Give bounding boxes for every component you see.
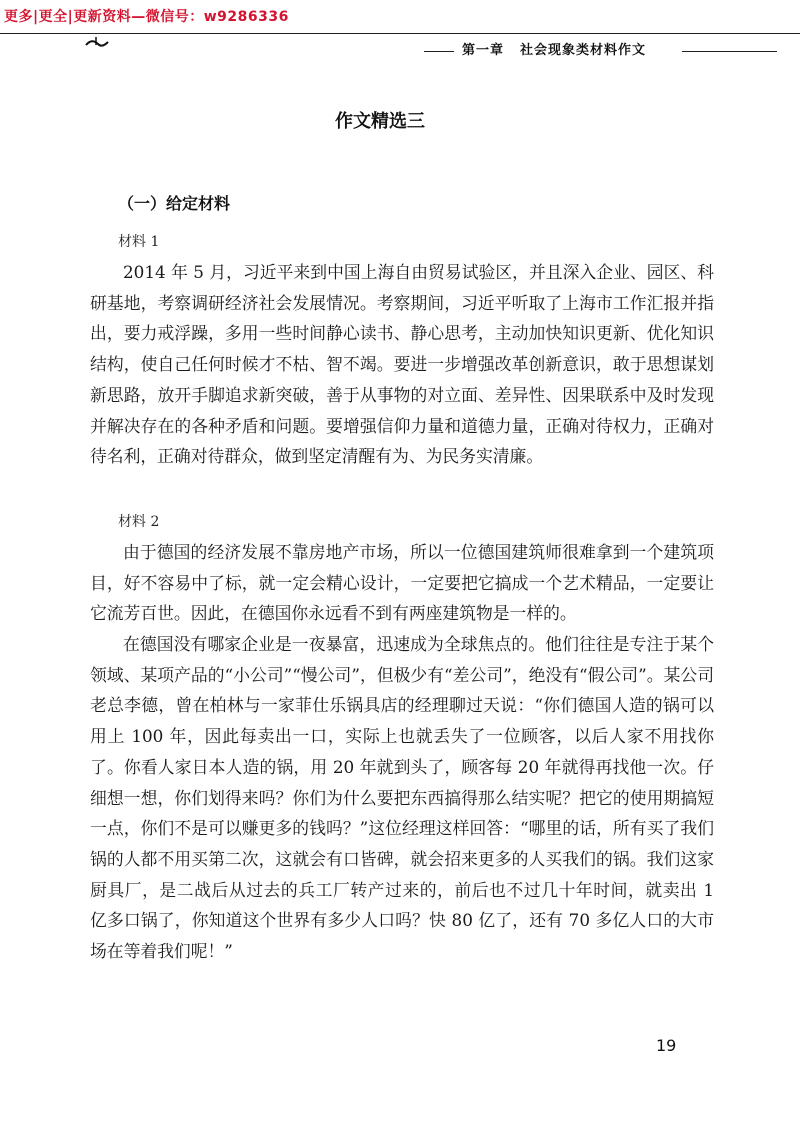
material-2-paragraph-2: 在德国没有哪家企业是一夜暴富，迅速成为全球焦点的。他们往往是专注于某个领域、某项产品的“小公司”“慢公司”，但极少有“差公司”，绝没有“假公司”。某公司老总李德，曾在柏林与一家菲仕乐锅具店的经理聊过天说：“你们德国人造的锅可以用上 100 年，因此每卖出一口，实际上也就丢失了一位顾客，以后人家不用找你了。你看人家日本人造的锅，用 20 年就到头了，顾客每 20 年就得再找他一次。仔细想一想，你们划得来吗？你们为什么要把东西搞得那么结实呢？把它的使用期搞短一点，你们不是可以赚更多的钱吗？”这位经理这样回答：“哪里的话，所有买了我们锅的人都不用买第二次，这就会有口皆碑，就会招来更多的人买我们的锅。我们这家厨具厂，是二战后从过去的兵工厂转产过来的，前后也不过几十年时间，就卖出 1 亿多口锅了，你知道这个世界有多少人口吗？快 80 亿了，还有 70 多亿人口的大市场在等着我们呢！”: [90, 634, 714, 962]
running-head-rule-right: [682, 51, 777, 52]
material-2-label: 材料 2: [118, 514, 160, 530]
watermark-text: 更多|更全|更新资料—微信号：w9286336: [4, 9, 289, 25]
material-2-paragraph-1: 由于德国的经济发展不靠房地产市场，所以一位德国建筑师很难拿到一个建筑项目，好不容易中了标，就一定会精心设计，一定要把它搞成一个艺术精品，一定要让它流芳百世。因此，在德国你永远看不到有两座建筑物是一样的。: [90, 542, 714, 624]
running-head-rule-left: [424, 51, 454, 52]
chapter-number: 第一章: [462, 43, 505, 58]
page-title: 作文精选三: [335, 111, 425, 132]
chapter-title: 社会现象类材料作文: [520, 43, 647, 58]
running-head: [462, 39, 646, 58]
header-divider: [0, 33, 800, 34]
section-heading: （一）给定材料: [118, 194, 231, 213]
page-number: 19: [656, 1036, 677, 1055]
header-ornament-icon: [84, 36, 114, 52]
material-1-label: 材料 1: [118, 234, 160, 250]
material-1-paragraph: 2014 年 5 月，习近平来到中国上海自由贸易试验区，并且深入企业、园区、科研基地，考察调研经济社会发展情况。考察期间，习近平听取了上海市工作汇报并指出，要力戒浮躁，多用一些时间静心读书、静心思考，主动加快知识更新、优化知识结构，使自己任何时候才不枯、智不竭。要进一步增强改革创新意识，敢于思想谋划新思路，放开手脚追求新突破，善于从事物的对立面、差异性、因果联系中及时发现并解决存在的各种矛盾和问题。要增强信仰力量和道德力量，正确对待权力，正确对待名利，正确对待群众，做到坚定清醒有为、为民务实清廉。: [90, 262, 714, 467]
